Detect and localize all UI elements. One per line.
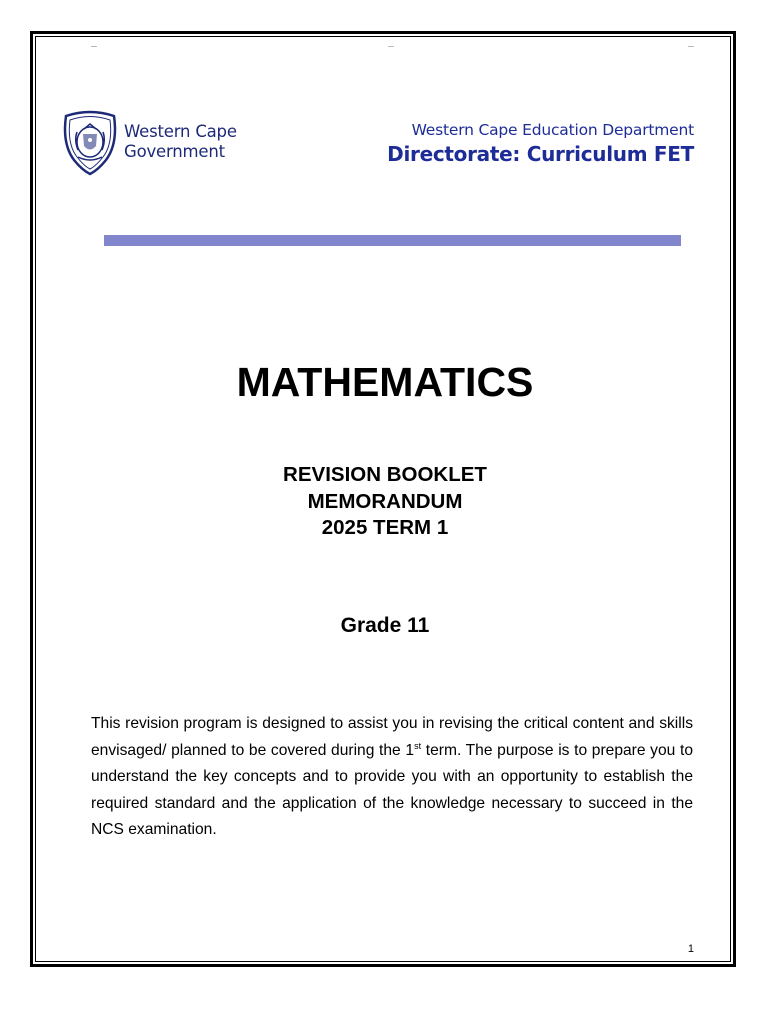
intro-paragraph — [91, 711, 693, 844]
subtitle-line: REVISION BOOKLET — [283, 463, 487, 486]
header-divider — [104, 235, 681, 246]
directorate-name: Directorate: Curriculum FET — [387, 142, 694, 166]
government-name-line1: Western Cape — [124, 122, 237, 141]
intro-text: This revision program is designed to assist you in revising the critical content and skills envisaged/ planned to be covered during the 1 — [91, 715, 693, 759]
crop-mark — [688, 46, 694, 47]
subject-title: MATHEMATICS — [236, 359, 534, 405]
subtitle-line: MEMORANDUM — [307, 489, 463, 513]
grade-label: Grade 11 — [340, 614, 430, 637]
coat-of-arms-icon — [60, 110, 120, 176]
ordinal-suffix: st — [414, 740, 422, 751]
intro-text: term. The purpose is to prepare you to understand the key concepts and to provide you with an opportunity to establish the required standard and the application of the knowledge necessary to succeed in the NCS examination. — [91, 741, 693, 838]
booklet-subtitle — [35, 462, 735, 542]
government-name-line2: Government — [124, 142, 225, 161]
department-block — [387, 120, 694, 168]
crop-mark — [388, 46, 394, 47]
department-name: Western Cape Education Department — [411, 121, 694, 139]
page-number: 1 — [687, 943, 694, 955]
crop-mark — [91, 46, 97, 47]
government-name — [124, 122, 237, 162]
subtitle-line: 2025 TERM 1 — [321, 516, 449, 539]
